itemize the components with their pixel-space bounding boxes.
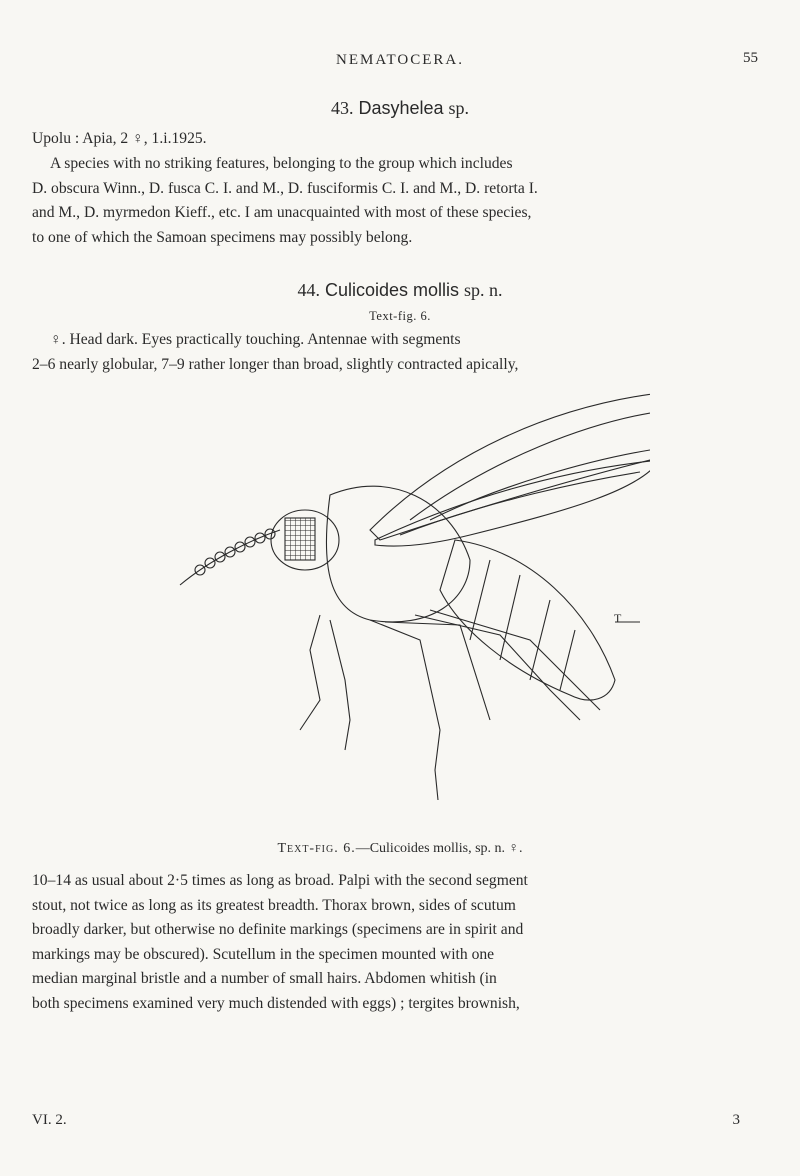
figure-caption	[0, 841, 800, 857]
running-title: NEMATOCERA.	[336, 52, 464, 68]
entry-43-genus: Dasyhelea	[358, 98, 444, 118]
thorax	[326, 486, 470, 622]
entry-44-name: Culicoides mollis	[324, 280, 460, 300]
entry-43-line-2: D. obscura Winn., D. fusca C. I. and M., D. fusciformis C. I. and M., D. retorta I.	[32, 179, 538, 197]
abdomen	[440, 540, 615, 700]
entry-44-line-8: both specimens examined very much distended with eggs) ; tergites brownish,	[32, 994, 520, 1012]
entry-43-locality: Upolu : Apia, 2 ♀, 1.i.1925.	[32, 130, 207, 147]
caption-prefix: Text-fig. 6.	[277, 841, 356, 856]
wing-lower	[375, 460, 650, 546]
wing-upper	[370, 390, 650, 540]
leg-middle	[370, 620, 440, 800]
entry-43-number: 43.	[330, 98, 354, 118]
entry-44-title	[0, 280, 800, 301]
page-number: 55	[743, 50, 758, 66]
figure-label-t: T	[614, 611, 622, 625]
entry-44-line-3: 10–14 as usual about 2·5 times as long as broad. Palpi with the second segment	[32, 872, 528, 889]
entry-44-line-6: markings may be obscured). Scutellum in the specimen mounted with one	[32, 945, 495, 963]
signature-mark: 3	[732, 1112, 740, 1128]
entry-44-number: 44.	[297, 280, 320, 300]
entry-43-line-1: A species with no striking features, belonging to the group which includes	[50, 155, 513, 172]
midge-illustration	[170, 390, 650, 830]
entry-44-body-top	[32, 328, 772, 377]
entry-44-line-1: ♀. Head dark. Eyes practically touching. Antennae with segments	[50, 331, 461, 348]
entry-44-line-7: median marginal bristle and a number of small hairs. Abdomen whitish (in	[32, 970, 497, 987]
leg-middle-b	[385, 622, 490, 720]
caption-rest: —Culicoides mollis, sp. n. ♀.	[355, 841, 523, 856]
volume-mark: VI. 2.	[32, 1112, 67, 1128]
entry-43-status: sp.	[448, 98, 470, 118]
entry-44-line-5: broadly darker, but otherwise no definite markings (specimens are in spirit and	[32, 921, 524, 938]
entry-44-body-bottom	[32, 869, 772, 1016]
entry-43-line-3: and M., D. myrmedon Kieff., etc. I am unacquainted with most of these species,	[32, 204, 532, 221]
entry-44-line-2: 2–6 nearly globular, 7–9 rather longer than broad, slightly contracted apically,	[32, 355, 519, 373]
leg-front	[300, 615, 320, 730]
entry-44-status: sp. n.	[464, 280, 503, 300]
entry-43-title	[0, 98, 800, 119]
eye	[285, 518, 315, 560]
leg-front-b	[330, 620, 350, 750]
entry-43-line-4: to one of which the Samoan specimens may possibly belong.	[32, 228, 413, 246]
entry-44-figure-ref: Text-fig. 6.	[369, 309, 431, 323]
entry-44-line-4: stout, not twice as long as its greatest breadth. Thorax brown, sides of scutum	[32, 896, 516, 914]
entry-43-body	[32, 152, 772, 250]
